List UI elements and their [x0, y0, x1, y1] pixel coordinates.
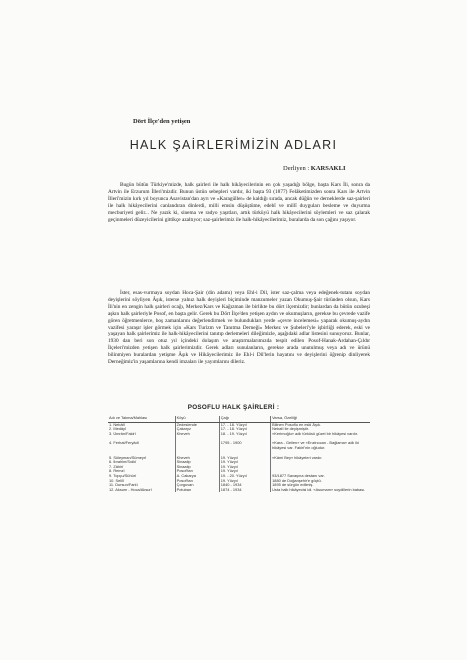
- cell-name: 12. Aksum - Hoca/Aksurî: [108, 488, 175, 493]
- cell-era: 19. Yüzyıl: [219, 465, 270, 470]
- cell-note: 1895 de sürgün edilmiş.: [272, 482, 314, 488]
- cell-name: 5. Süleyman/Sümeyrî: [108, 456, 175, 461]
- cell-note: «Kâmi Bey» hikâyeleri vardır.: [272, 454, 323, 460]
- body-paragraph-2: [108, 290, 370, 371]
- cell-era: 17. - 18. Yüzyıl: [219, 422, 270, 427]
- section-title: POSOFLU HALK ŞAİRLERİ :: [187, 404, 280, 411]
- cell-era: 19. Yüzyıl: [219, 460, 270, 465]
- cell-era: 19. Yüzyıl: [219, 479, 270, 484]
- byline: [283, 165, 345, 172]
- cell-name: 7. Zâhirî: [108, 465, 175, 470]
- cell-name: 8. Remzî: [108, 469, 175, 474]
- byline-prefix: Derliyen :: [283, 165, 310, 172]
- cell-note: 1880 de Doğanşehir'e göçtü.: [272, 477, 322, 483]
- byline-name: KARSAKLI: [310, 165, 346, 172]
- cell-note: Bilinen Posoflu en eski Âşık.: [272, 421, 321, 427]
- cell-note: Usta halk hikâyecisi idi. «Asumam» soydillerin babası.: [272, 486, 366, 492]
- cell-village: Kheveh: [175, 456, 219, 461]
- cell-note: Nebatî ile deyişmiştir.: [272, 426, 309, 432]
- cell-era: 17. - 18. Yüzyıl: [219, 427, 270, 432]
- paragraph-text: Bugün bütün Türkiye'mizde, halk şairleri ile halk hikâyecilerinin en çok yaşadığı bölge, başta Kars İli, sonra da Artvin ile Erzurum İlleri'mizdir. Bunun üstün sebepleri vardır, iki başta 93 (1877) Felâketimizden sonra Kars ile Artvin İlleri'mizin kırk yıl boyunca Asavistan'dan ayrı ve «Karagüller» de kaldığı sırada, ancak düğün ve derneklerde saz-şairleri ile halk hikâyecilerini canlandıran dinlerdi, milli emsin düşüştüme, edebî ve millî duyguları besleme ve duyurma mecburiyeti gelir... Ne yazık ki, sinema ve radyo yaşıtları, artık türküyü halk hikâyecilerini söylemleri ve saz çalarak geçinmeleri düzeyicilerini gittikçe azaltıyor; saz-şairlerimiz ile halk-hikâyecilerimiz, buralarda da son çağını yaşıyor.: [108, 182, 370, 223]
- cell-village: Zedeslende: [175, 422, 219, 427]
- table-row: [108, 488, 370, 493]
- cell-village: Potuban: [175, 488, 219, 493]
- poets-table: [108, 416, 370, 492]
- header-era: Çağı: [219, 416, 270, 422]
- cell-village: Sinaatip: [175, 460, 219, 465]
- cell-name: 4. Ferhat/Feryâdî: [108, 441, 175, 450]
- header-name: Adı ve Takma/Mahlası: [108, 416, 175, 422]
- cell-name: 1. Nebâtî: [108, 422, 175, 427]
- cell-name: 3. Ümrân/Fakirî: [108, 432, 175, 437]
- cell-note: «Kara - Gelien» ve «Enzinocan - Bağlama» adlı iki hikâyesi var. Fakirî'nin oğludur.: [272, 440, 360, 450]
- cell-name: 6. İbrahim/Sıdkî: [108, 460, 175, 465]
- header-note: Varsa, Özelliği: [271, 416, 370, 422]
- cell-era: 18. - 19. Yüzyıl: [219, 432, 270, 437]
- cell-village: Çorguvan: [175, 483, 219, 488]
- cell-name: 10. Selîlî: [108, 479, 175, 484]
- cell-era: 1874 - 1934: [219, 488, 270, 493]
- paragraph-text: İster, esas-vurmaya soydan Hoca-Şair (din adamı) veya Ehl-i Dil, ister saz-çalma veya edeğenek-tutanı soydan deyişlerini söyliyen Âşık, isterse yalnız halk deyişleri biçiminde manzumeler yazan Okumuş-Şair türünden olsun, Kars İli'nin en zengin halk şairleri ocağı, Merkez/Kars ve Kağızman ile birlikte bu dört ilçemizdir; bunlardan da bütün ozubeşi aşkın halk şairleriyle Posof, en başta gelir. Gerek bu Dört İlçe'den yetişen aydın ve okumuşların, gerekse bu çevrede vazife gören öğretmenlerce, boş zamanlarını değerlendirmek ve bulundukları yerde «çevre incelemesi» yaparak okumuş-aydın vazifesi yaraşır işler görmek için «Kars Turizm ve Tanıtma Derneği» Merkez ve Şubeleri'yle işbirliği ederek, eski ve yaşayan halk şairlerimiz ile halk-hikâyecilerini tanıtıp derlemeleri dileğimizle, aşağıdaki adlar listesini sunuyoruz. Bunlar, 1930 dan beri son otuz yıl içindeki dolaşım ve araştırmalarımızda tespit edilen Posof-Hanak-Ardahan-Çıldır İlçeleri'mizden yetişen halk şairlerimizdir. Gerek adları sunulanların, gerekse arada unutulmuş veya adı ve ürünü bilinmiyen buralardan yetişme Âşık ve Hikâyecilerimiz ile Ehl-i Dil'lerin hayatını ve deyişlerini öğrenip dinliyerek Derneğimiz'in yaşamlarına kendi imzaları ile yayımlarını dileriz.: [108, 290, 370, 366]
- cell-era: 19. Yüzyıl: [219, 456, 270, 461]
- cell-village: Sinaatip: [175, 465, 219, 470]
- cell-name: 2. Medâyî: [108, 427, 175, 432]
- cell-name: 11. Dursun/Farkî: [108, 483, 175, 488]
- cell-name: 9. Topçu/Sühûrî: [108, 474, 175, 479]
- article-title: HALK ŞAİRLERİMİZİN ADLARI: [129, 138, 338, 152]
- body-paragraph-1: [108, 182, 370, 228]
- cell-village: Posof'tan: [175, 479, 219, 484]
- cell-village: Çakaryz: [175, 427, 219, 432]
- cell-era: 1795 - 1900: [219, 441, 270, 450]
- table-row: [108, 441, 370, 450]
- cell-note: «Kerimoğlu» adlı türküsü güzel bir hikâyesi vardır.: [272, 430, 358, 436]
- cell-village: Kheveh: [175, 432, 219, 437]
- cell-era: 19. Yüzyıl: [219, 469, 270, 474]
- cell-village: [175, 441, 219, 450]
- header-village: Köyü: [175, 416, 219, 422]
- cell-era: 1840 - 1934: [219, 483, 270, 488]
- cell-era: 19. - 20. Yüzyıl: [219, 474, 270, 479]
- kicker: Dört İlçe'den yetişen: [133, 118, 191, 125]
- cell-village: A. Cakarya: [175, 474, 219, 479]
- cell-village: Posof'tan: [175, 469, 219, 474]
- cell-note: 93/1877 Savaşına destanı var.: [272, 472, 325, 478]
